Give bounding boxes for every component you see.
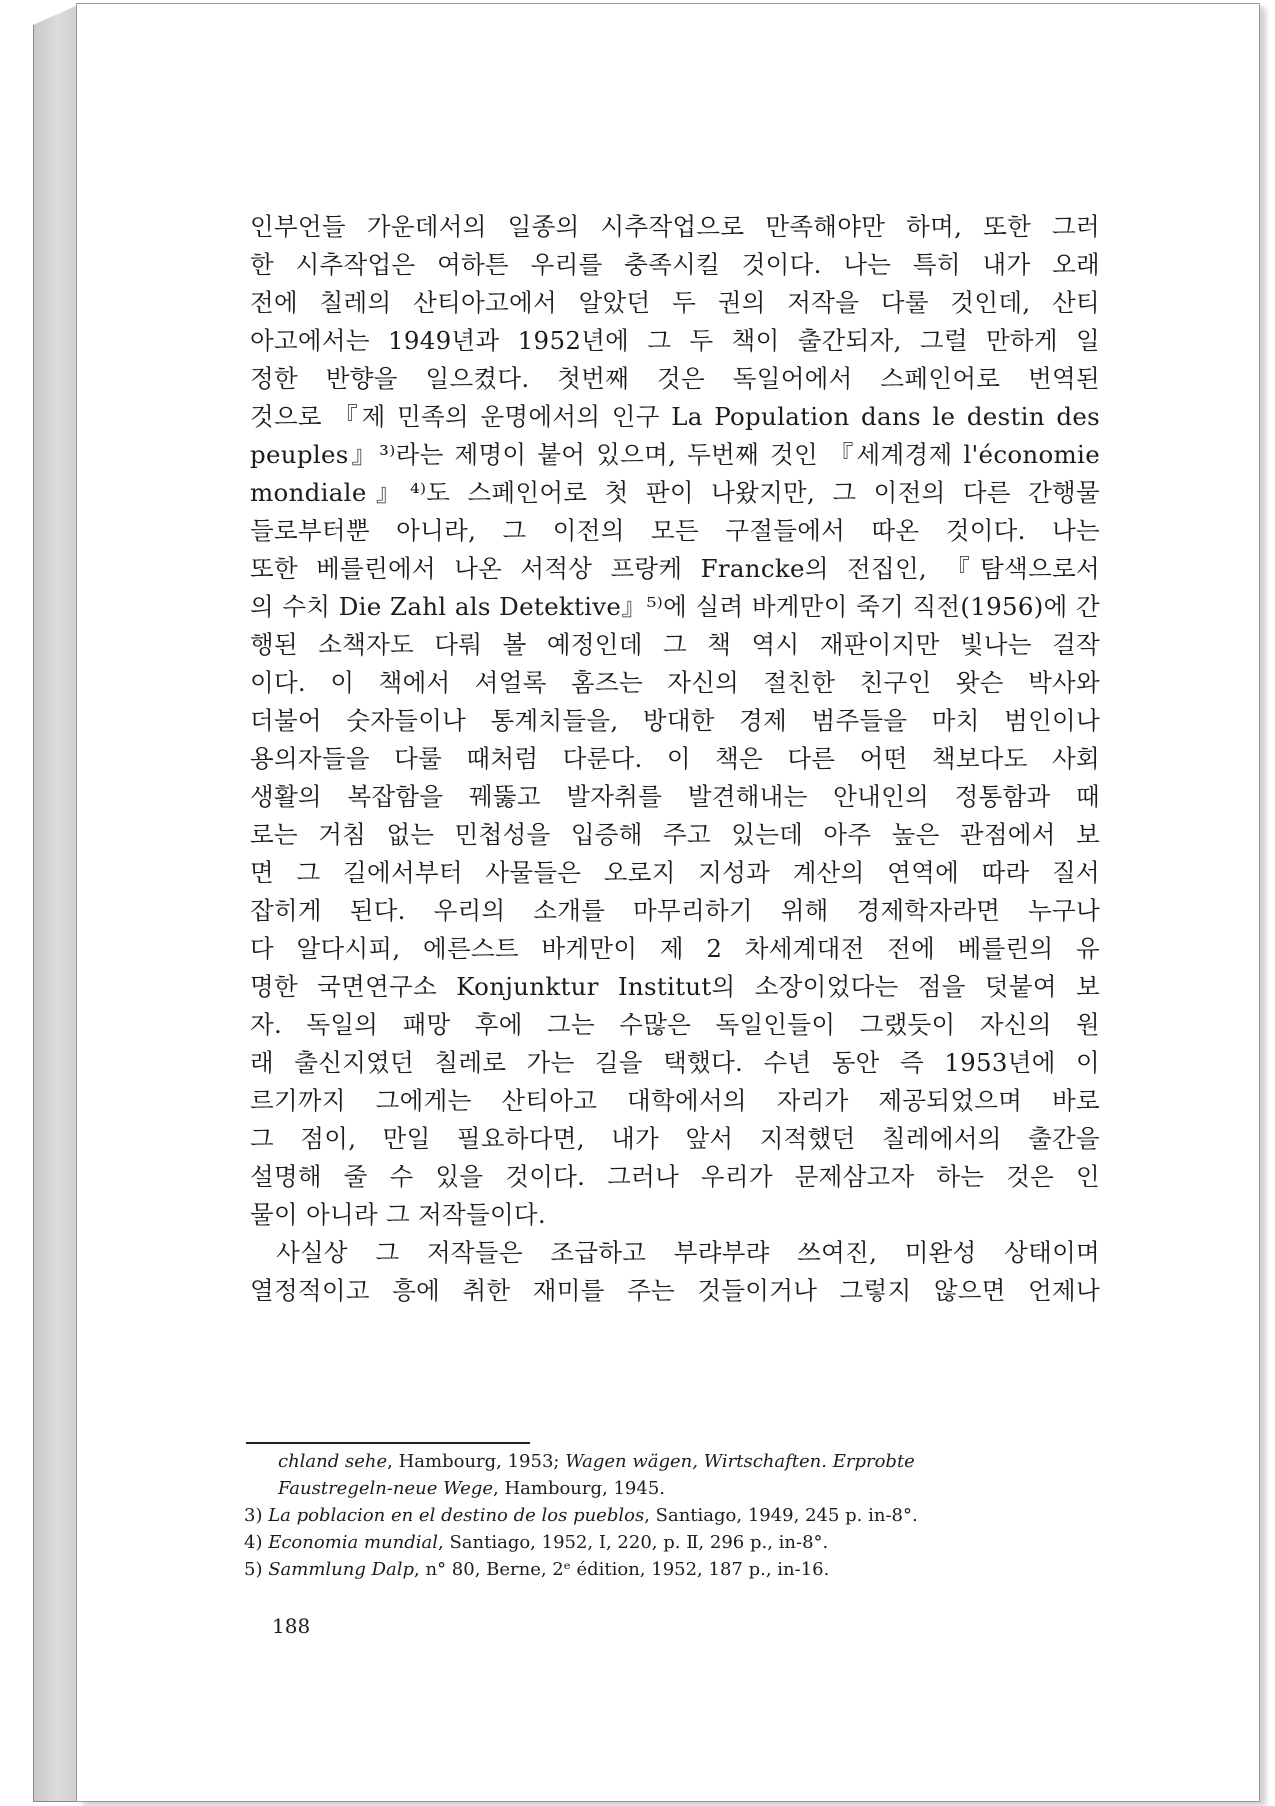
text-line: 전에 칠레의 산티아고에서 알았던 두 권의 저작을 다룰 것인데, 산티	[250, 288, 1100, 317]
footnotes	[244, 1448, 1108, 1583]
text-line: 아고에서는 1949년과 1952년에 그 두 책이 출간되자, 그럴 만하게 일	[250, 326, 1100, 355]
text-line: 르기까지 그에게는 산티아고 대학에서의 자리가 제공되었으며 바로	[250, 1086, 1100, 1115]
footnote-text: , Santiago, 1949, 245 p. in-8°.	[644, 1505, 918, 1526]
text-line: 면 그 길에서부터 사물들은 오로지 지성과 계산의 연역에 따라 질서	[250, 858, 1100, 887]
footnote-text: , Hambourg, 1945.	[493, 1478, 665, 1499]
footnote-number: 5)	[244, 1559, 269, 1580]
text-line: 것으로 『제 민족의 운명에서의 인구 La Population dans le destin des	[250, 402, 1100, 431]
book-spine	[33, 5, 78, 1802]
text-line: 다 알다시피, 에른스트 바게만이 제 2 차세계대전 전에 베를린의 유	[250, 934, 1100, 963]
text-line: 물이 아니라 그 저작들이다.	[250, 1200, 546, 1229]
footnote-3	[244, 1502, 1108, 1529]
footnote-text: , n° 80, Berne, 2ᵉ édition, 1952, 187 p., in-16.	[414, 1559, 830, 1580]
page-number: 188	[272, 1614, 311, 1638]
footnote-title: Wagen wägen, Wirtschaften. Erprobte	[565, 1451, 915, 1472]
footnote-continuation	[278, 1448, 1108, 1475]
footnote-text: , Hambourg, 1953;	[387, 1451, 566, 1472]
footnote-title: Economia mundial	[268, 1532, 438, 1553]
footnote-divider	[246, 1442, 530, 1444]
text-line: 그 점이, 만일 필요하다면, 내가 앞서 지적했던 칠레에서의 출간을	[250, 1124, 1100, 1153]
footnote-title: La poblacion en el destino de los pueblos	[268, 1505, 645, 1526]
text-line: 정한 반향을 일으켰다. 첫번째 것은 독일어에서 스페인어로 번역된	[250, 364, 1100, 393]
text-line: 설명해 줄 수 있을 것이다. 그러나 우리가 문제삼고자 하는 것은 인	[250, 1162, 1100, 1191]
text-line: 명한 국면연구소 Konjunktur Institut의 소장이었다는 점을 덧붙여 보	[250, 972, 1100, 1001]
text-line: 또한 베를린에서 나온 서적상 프랑케 Francke의 전집인, 『탐색으로서	[250, 554, 1100, 583]
footnote-continuation	[278, 1475, 1108, 1502]
text-line: 들로부터뿐 아니라, 그 이전의 모든 구절들에서 따온 것이다. 나는	[250, 516, 1100, 545]
text-line: peuples』³⁾라는 제명이 붙어 있으며, 두번째 것인 『세계경제 l'économie	[250, 440, 1100, 469]
text-line: 행된 소책자도 다뤄 볼 예정인데 그 책 역시 재판이지만 빛나는 걸작	[250, 630, 1100, 659]
text-line: 생활의 복잡함을 꿰뚫고 발자취를 발견해내는 안내인의 정통함과 때	[250, 782, 1100, 811]
text-line: 로는 거침 없는 민첩성을 입증해 주고 있는데 아주 높은 관점에서 보	[250, 820, 1100, 849]
text-line: 잡히게 된다. 우리의 소개를 마무리하기 위해 경제학자라면 누구나	[250, 896, 1100, 925]
footnote-text: , Santiago, 1952, Ⅰ, 220, p. Ⅱ, 296 p., in-8°.	[438, 1532, 829, 1553]
text-line: 더불어 숫자들이나 통계치들을, 방대한 경제 범주들을 마치 범인이나	[250, 706, 1100, 735]
footnote-title: chland sehe	[278, 1451, 388, 1472]
text-line: 자. 독일의 패망 후에 그는 수많은 독일인들이 그랬듯이 자신의 원	[250, 1010, 1100, 1039]
text-line: 용의자들을 다룰 때처럼 다룬다. 이 책은 다른 어떤 책보다도 사회	[250, 744, 1100, 773]
text-line: 의 수치 Die Zahl als Detektive』⁵⁾에 실려 바게만이 죽기 직전(1956)에 간	[250, 592, 1100, 621]
footnote-5	[244, 1556, 1108, 1583]
text-line: mondiale』⁴⁾도 스페인어로 첫 판이 나왔지만, 그 이전의 다른 간행물	[250, 478, 1100, 507]
body-text	[250, 208, 1100, 1310]
footnote-title: Sammlung Dalp	[268, 1559, 415, 1580]
footnote-number: 4)	[244, 1532, 269, 1553]
text-line: 래 출신지였던 칠레로 가는 길을 택했다. 수년 동안 즉 1953년에 이	[250, 1048, 1100, 1077]
footnote-title: Faustregeln-neue Wege	[278, 1478, 493, 1499]
text-line: 사실상 그 저작들은 조급하고 부랴부랴 쓰여진, 미완성 상태이며	[276, 1238, 1100, 1267]
text-line: 한 시추작업은 여하튼 우리를 충족시킬 것이다. 나는 특히 내가 오래	[250, 250, 1100, 279]
footnote-number: 3)	[244, 1505, 269, 1526]
footnote-4	[244, 1529, 1108, 1556]
text-line: 이다. 이 책에서 셔얼록 홈즈는 자신의 절친한 친구인 왓슨 박사와	[250, 668, 1100, 697]
text-line: 인부언들 가운데서의 일종의 시추작업으로 만족해야만 하며, 또한 그러	[250, 212, 1100, 241]
text-line: 열정적이고 흥에 취한 재미를 주는 것들이거나 그렇지 않으면 언제나	[250, 1276, 1100, 1305]
